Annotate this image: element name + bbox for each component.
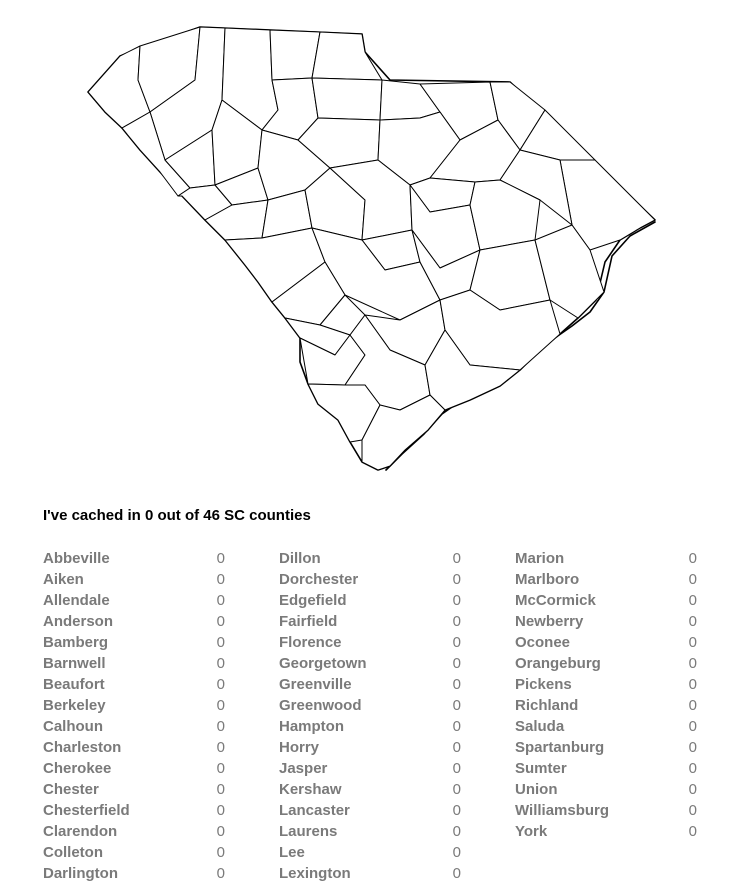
county-row (515, 716, 697, 737)
county-count: 0 (216, 760, 225, 777)
county-row (43, 800, 225, 821)
county-row (43, 653, 225, 674)
county-name: Saluda (515, 718, 565, 735)
county-row (279, 716, 461, 737)
county-name: Lancaster (279, 802, 350, 819)
county-count: 0 (688, 739, 697, 756)
county-name: Abbeville (43, 550, 110, 567)
county-name: Edgefield (279, 592, 347, 609)
county-name: Fairfield (279, 613, 338, 630)
county-row (43, 863, 225, 884)
county-column-3 (515, 548, 697, 842)
county-name: Berkeley (43, 697, 106, 714)
county-name: Florence (279, 634, 342, 651)
county-row (43, 779, 225, 800)
county-count: 0 (452, 739, 461, 756)
county-count: 0 (688, 592, 697, 609)
county-count: 0 (452, 571, 461, 588)
county-count: 0 (452, 655, 461, 672)
county-name: Laurens (279, 823, 338, 840)
county-row (43, 842, 225, 863)
county-name: Dorchester (279, 571, 359, 588)
county-count: 0 (688, 613, 697, 630)
county-row (515, 569, 697, 590)
county-count: 0 (216, 697, 225, 714)
county-row (279, 632, 461, 653)
county-count: 0 (216, 676, 225, 693)
county-count: 0 (452, 823, 461, 840)
county-name: Hampton (279, 718, 344, 735)
county-count: 0 (688, 781, 697, 798)
county-row (515, 737, 697, 758)
county-chester (312, 78, 382, 120)
county-count: 0 (452, 781, 461, 798)
county-count: 0 (452, 802, 461, 819)
county-count: 0 (216, 655, 225, 672)
county-row (279, 653, 461, 674)
county-count: 0 (688, 823, 697, 840)
county-row (279, 674, 461, 695)
county-count: 0 (688, 802, 697, 819)
county-count: 0 (452, 550, 461, 567)
county-row (43, 548, 225, 569)
county-row (279, 569, 461, 590)
county-name: Jasper (279, 760, 328, 777)
county-name: Spartanburg (515, 739, 605, 756)
county-row (515, 779, 697, 800)
county-count: 0 (452, 865, 461, 882)
county-name: Bamberg (43, 634, 109, 651)
county-count: 0 (688, 718, 697, 735)
county-row (515, 548, 697, 569)
county-name: Beaufort (43, 676, 105, 693)
county-name: Chester (43, 781, 99, 798)
county-name: Oconee (515, 634, 571, 651)
county-count: 0 (216, 571, 225, 588)
county-name: Chesterfield (43, 802, 130, 819)
county-name: Greenville (279, 676, 352, 693)
county-count: 0 (216, 634, 225, 651)
county-count: 0 (452, 760, 461, 777)
county-row (43, 632, 225, 653)
county-count: 0 (452, 718, 461, 735)
county-name: Marion (515, 550, 565, 567)
county-row (279, 758, 461, 779)
county-row (515, 758, 697, 779)
county-name: Dillon (279, 550, 321, 567)
county-name: Lee (279, 844, 305, 861)
county-count: 0 (216, 592, 225, 609)
county-row (43, 590, 225, 611)
county-count: 0 (216, 718, 225, 735)
county-count: 0 (216, 550, 225, 567)
cached-counties-summary: I've cached in 0 out of 46 SC counties (43, 507, 311, 524)
county-row (279, 548, 461, 569)
county-name: Clarendon (43, 823, 118, 840)
county-row (279, 737, 461, 758)
county-name: Colleton (43, 844, 103, 861)
county-row (43, 737, 225, 758)
county-row (515, 632, 697, 653)
county-count: 0 (452, 592, 461, 609)
county-count: 0 (216, 781, 225, 798)
county-name: Georgetown (279, 655, 367, 672)
county-row (279, 863, 461, 884)
county-count: 0 (216, 823, 225, 840)
county-count: 0 (216, 844, 225, 861)
county-name: Orangeburg (515, 655, 601, 672)
county-row (515, 821, 697, 842)
county-name: McCormick (515, 592, 596, 609)
county-row (43, 695, 225, 716)
county-column-2 (279, 548, 461, 884)
county-name: Union (515, 781, 558, 798)
county-row (515, 695, 697, 716)
county-name: Barnwell (43, 655, 106, 672)
county-name: Kershaw (279, 781, 342, 798)
county-name: York (515, 823, 548, 840)
county-row (279, 821, 461, 842)
county-count: 0 (688, 655, 697, 672)
county-count: 0 (452, 634, 461, 651)
county-count: 0 (452, 613, 461, 630)
county-row (43, 674, 225, 695)
county-row (43, 821, 225, 842)
county-york (312, 32, 382, 80)
county-name: Darlington (43, 865, 118, 882)
county-name: Williamsburg (515, 802, 610, 819)
county-count: 0 (452, 676, 461, 693)
county-count: 0 (216, 613, 225, 630)
county-name: Newberry (515, 613, 584, 630)
county-row (279, 695, 461, 716)
county-name: Allendale (43, 592, 110, 609)
county-row (279, 779, 461, 800)
county-name: Richland (515, 697, 579, 714)
county-count: 0 (452, 844, 461, 861)
county-count: 0 (688, 550, 697, 567)
county-count: 0 (688, 697, 697, 714)
county-count: 0 (452, 697, 461, 714)
county-name: Greenwood (279, 697, 362, 714)
county-row (279, 842, 461, 863)
county-count: 0 (688, 634, 697, 651)
county-name: Marlboro (515, 571, 580, 588)
county-name: Charleston (43, 739, 122, 756)
county-row (43, 716, 225, 737)
county-count: 0 (216, 802, 225, 819)
county-count: 0 (688, 760, 697, 777)
county-name: Sumter (515, 760, 567, 777)
county-row (279, 611, 461, 632)
county-row (515, 800, 697, 821)
county-row (279, 590, 461, 611)
county-count: 0 (688, 571, 697, 588)
county-row (515, 653, 697, 674)
county-count: 0 (216, 865, 225, 882)
county-count: 0 (216, 739, 225, 756)
county-name: Cherokee (43, 760, 112, 777)
county-name: Aiken (43, 571, 84, 588)
county-count: 0 (688, 676, 697, 693)
county-name: Horry (279, 739, 320, 756)
county-name: Calhoun (43, 718, 103, 735)
county-name: Anderson (43, 613, 114, 630)
county-column-1 (43, 548, 225, 884)
county-row (43, 569, 225, 590)
county-row (515, 674, 697, 695)
county-row (43, 611, 225, 632)
county-row (515, 590, 697, 611)
county-row (43, 758, 225, 779)
county-row (279, 800, 461, 821)
county-name: Lexington (279, 865, 351, 882)
county-name: Pickens (515, 676, 572, 693)
county-row (515, 611, 697, 632)
